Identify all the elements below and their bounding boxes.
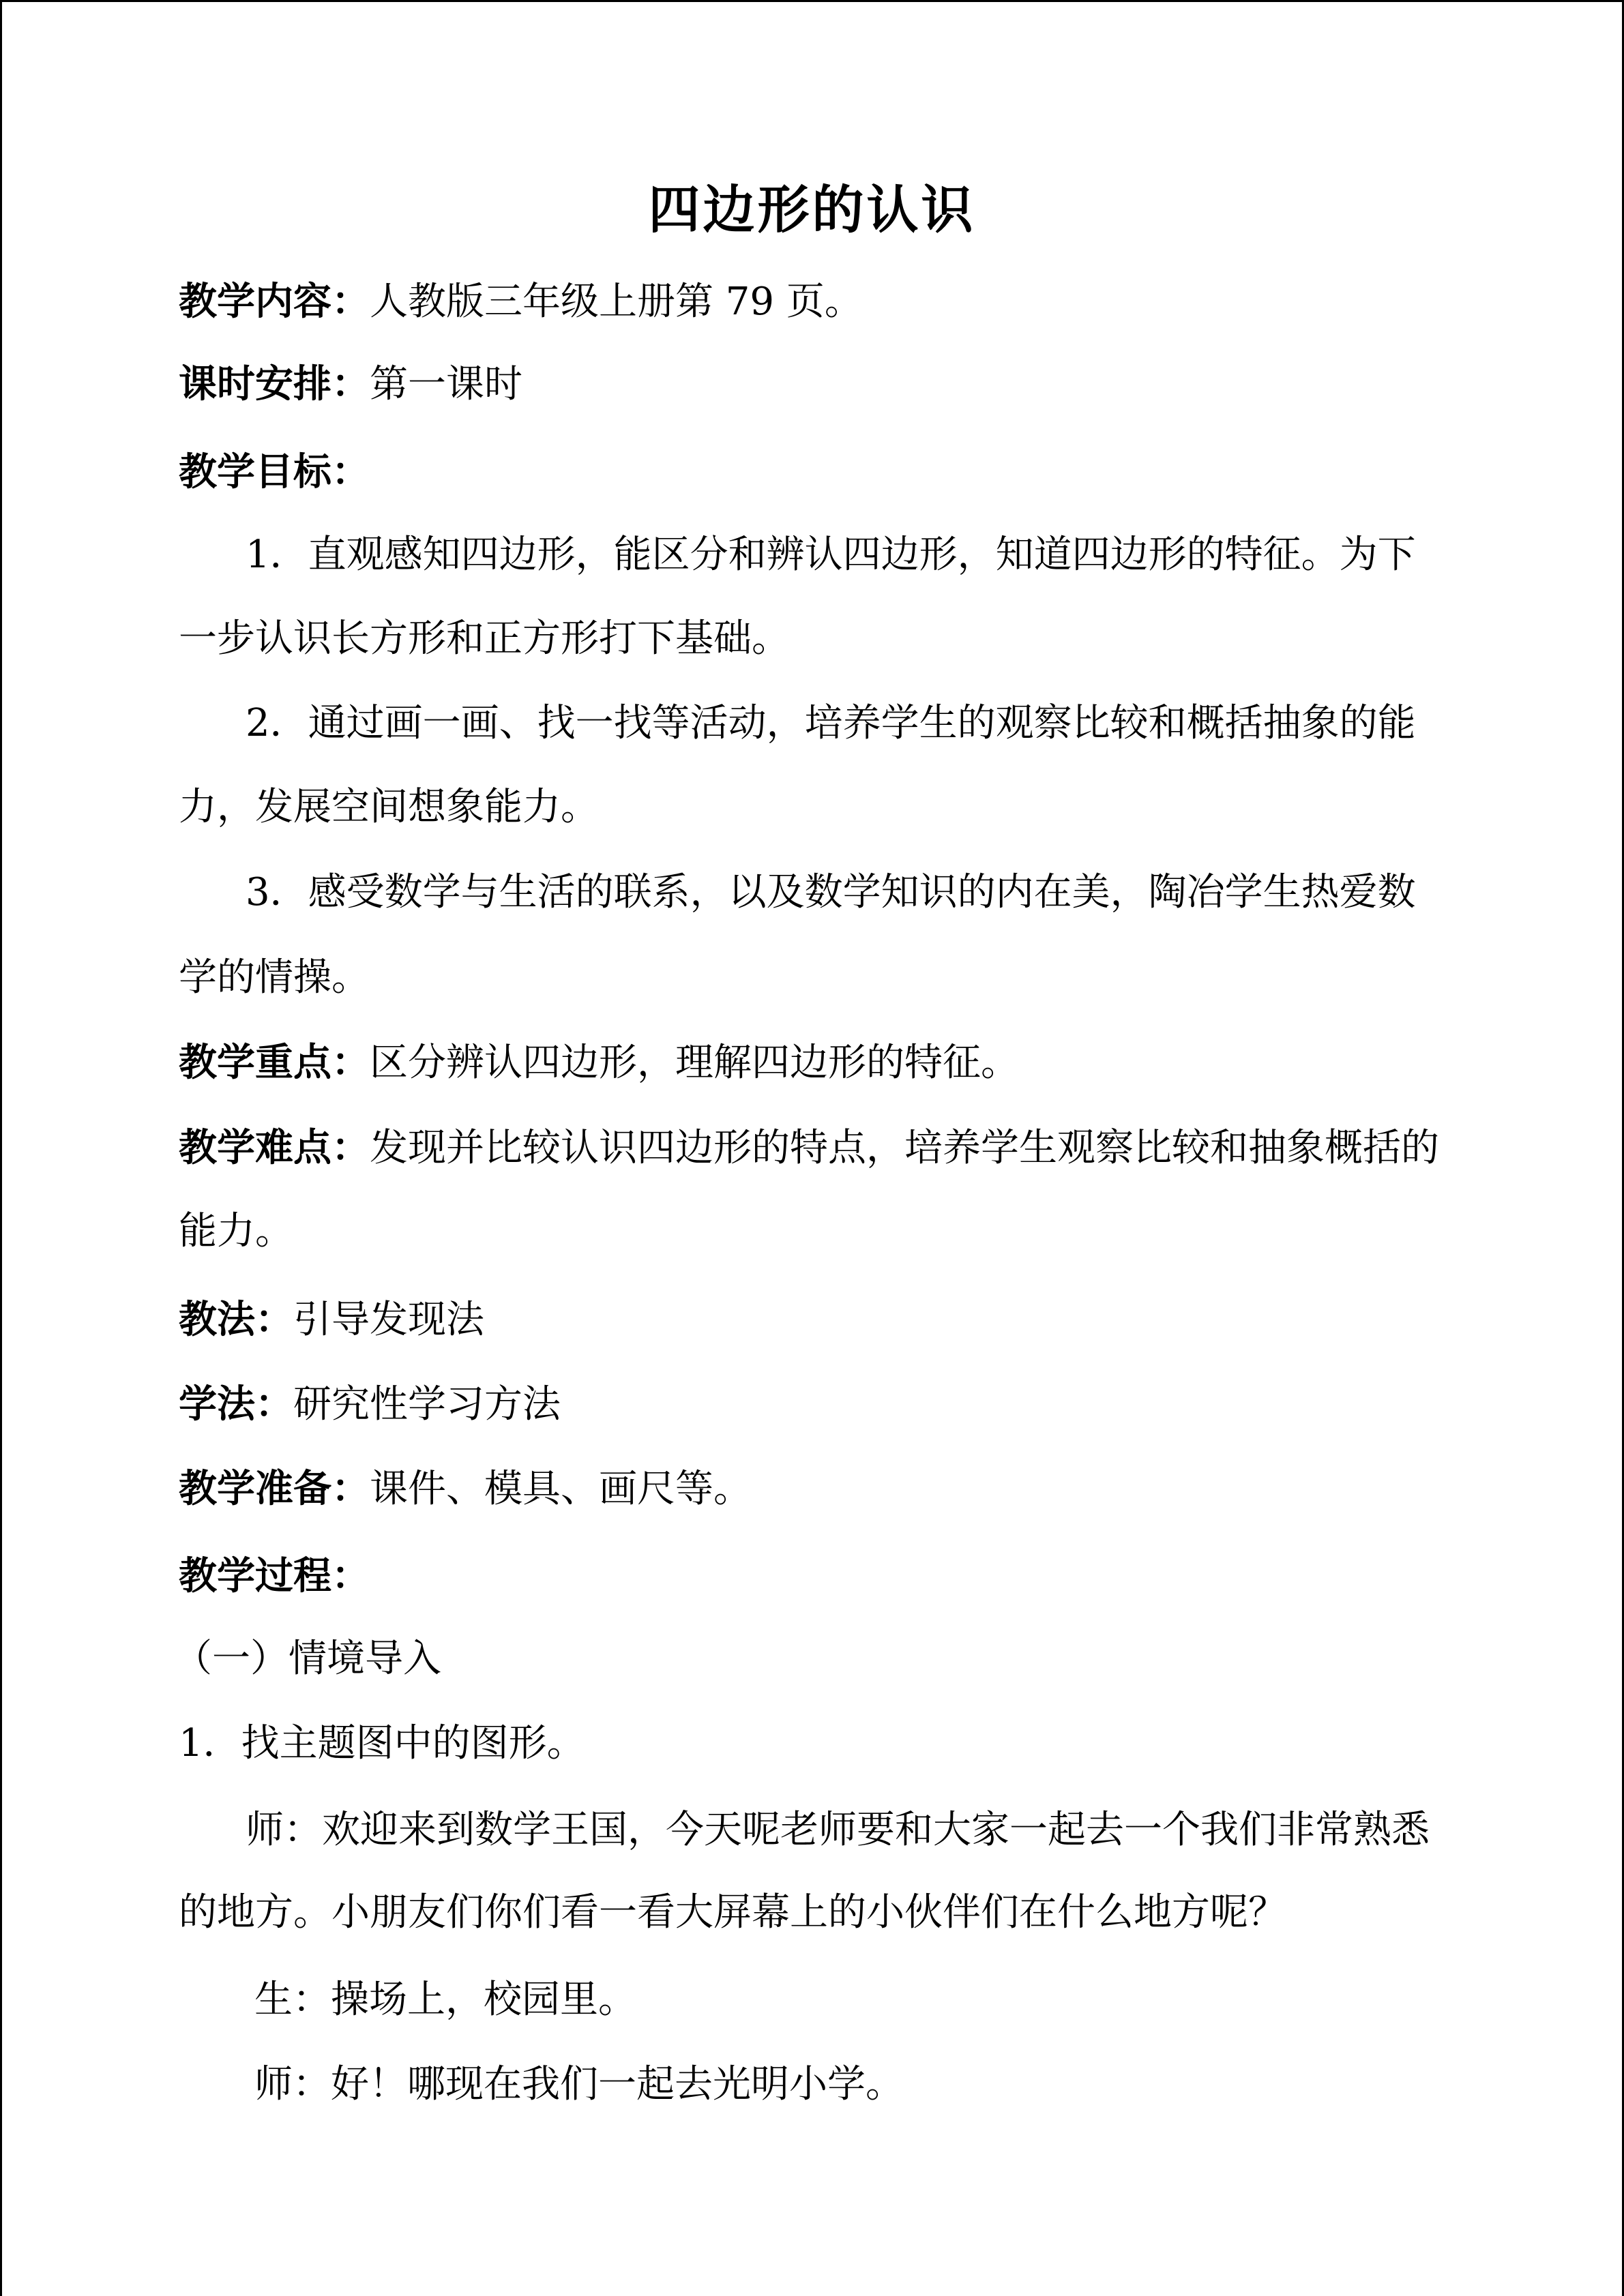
objectives-label: 教学目标： [179,449,370,494]
objective-3-line-1: 3．感受数学与生活的联系，以及数学知识的内在美，陶冶学生热爱数 [246,870,1416,914]
objective-1-line-2: 一步认识长方形和正方形打下基础。 [179,616,790,661]
difficulty-line-2: 能力。 [179,1209,293,1253]
student-1-line: 生：操场上，校园里。 [254,1978,636,2022]
objective-1-line-1: 1．直观感知四边形，能区分和辨认四边形，知道四边形的特征。为下 [246,533,1416,577]
content-label: 教学内容： [179,279,370,324]
process-label: 教学过程： [179,1553,370,1598]
key-point-text: 区分辨认四边形，理解四边形的特征。 [370,1041,1019,1085]
step-1-line: 1．找主题图中的图形。 [179,1721,585,1765]
learning-method-line [179,1380,561,1429]
preparation-line [179,1465,752,1513]
difficulty-text-1: 发现并比较认识四边形的特点，培养学生观察比较和抽象概括的 [370,1126,1439,1170]
content-line [179,278,863,326]
key-point-label: 教学重点： [179,1040,370,1085]
objective-3-line-2: 学的情操。 [179,955,370,1000]
schedule-text: 第一课时 [370,362,522,406]
content-text: 人教版三年级上册第 79 页。 [370,280,863,324]
preparation-label: 教学准备： [179,1466,370,1511]
objectives-heading [179,448,370,496]
key-point-line [179,1039,1019,1087]
section-1-heading: （一）情境导入 [174,1637,441,1681]
learning-method-text: 研究性学习方法 [293,1382,561,1427]
process-heading [179,1552,370,1600]
teaching-method-label: 教法： [179,1297,293,1342]
preparation-text: 课件、模具、画尺等。 [370,1467,752,1511]
schedule-label: 课时安排： [179,361,370,406]
objective-2-line-2: 力，发展空间想象能力。 [179,785,599,829]
teacher-1-line-1: 师：欢迎来到数学王国，今天呢老师要和大家一起去一个我们非常熟悉 [246,1808,1430,1852]
difficulty-label: 教学难点： [179,1125,370,1170]
objective-2-line-1: 2．通过画一画、找一找等活动，培养学生的观察比较和概括抽象的能 [246,701,1416,745]
teaching-method-line [179,1296,484,1344]
schedule-line [179,360,522,408]
learning-method-label: 学法： [179,1382,293,1427]
document-title: 四边形的认识 [648,179,976,240]
teaching-method-text: 引导发现法 [293,1298,484,1342]
teacher-2-line: 师：好！哪现在我们一起去光明小学。 [254,2062,904,2106]
teacher-1-line-2: 的地方。小朋友们你们看一看大屏幕上的小伙伴们在什么地方呢？ [179,1890,1286,1935]
difficulty-line-1 [179,1124,1439,1172]
